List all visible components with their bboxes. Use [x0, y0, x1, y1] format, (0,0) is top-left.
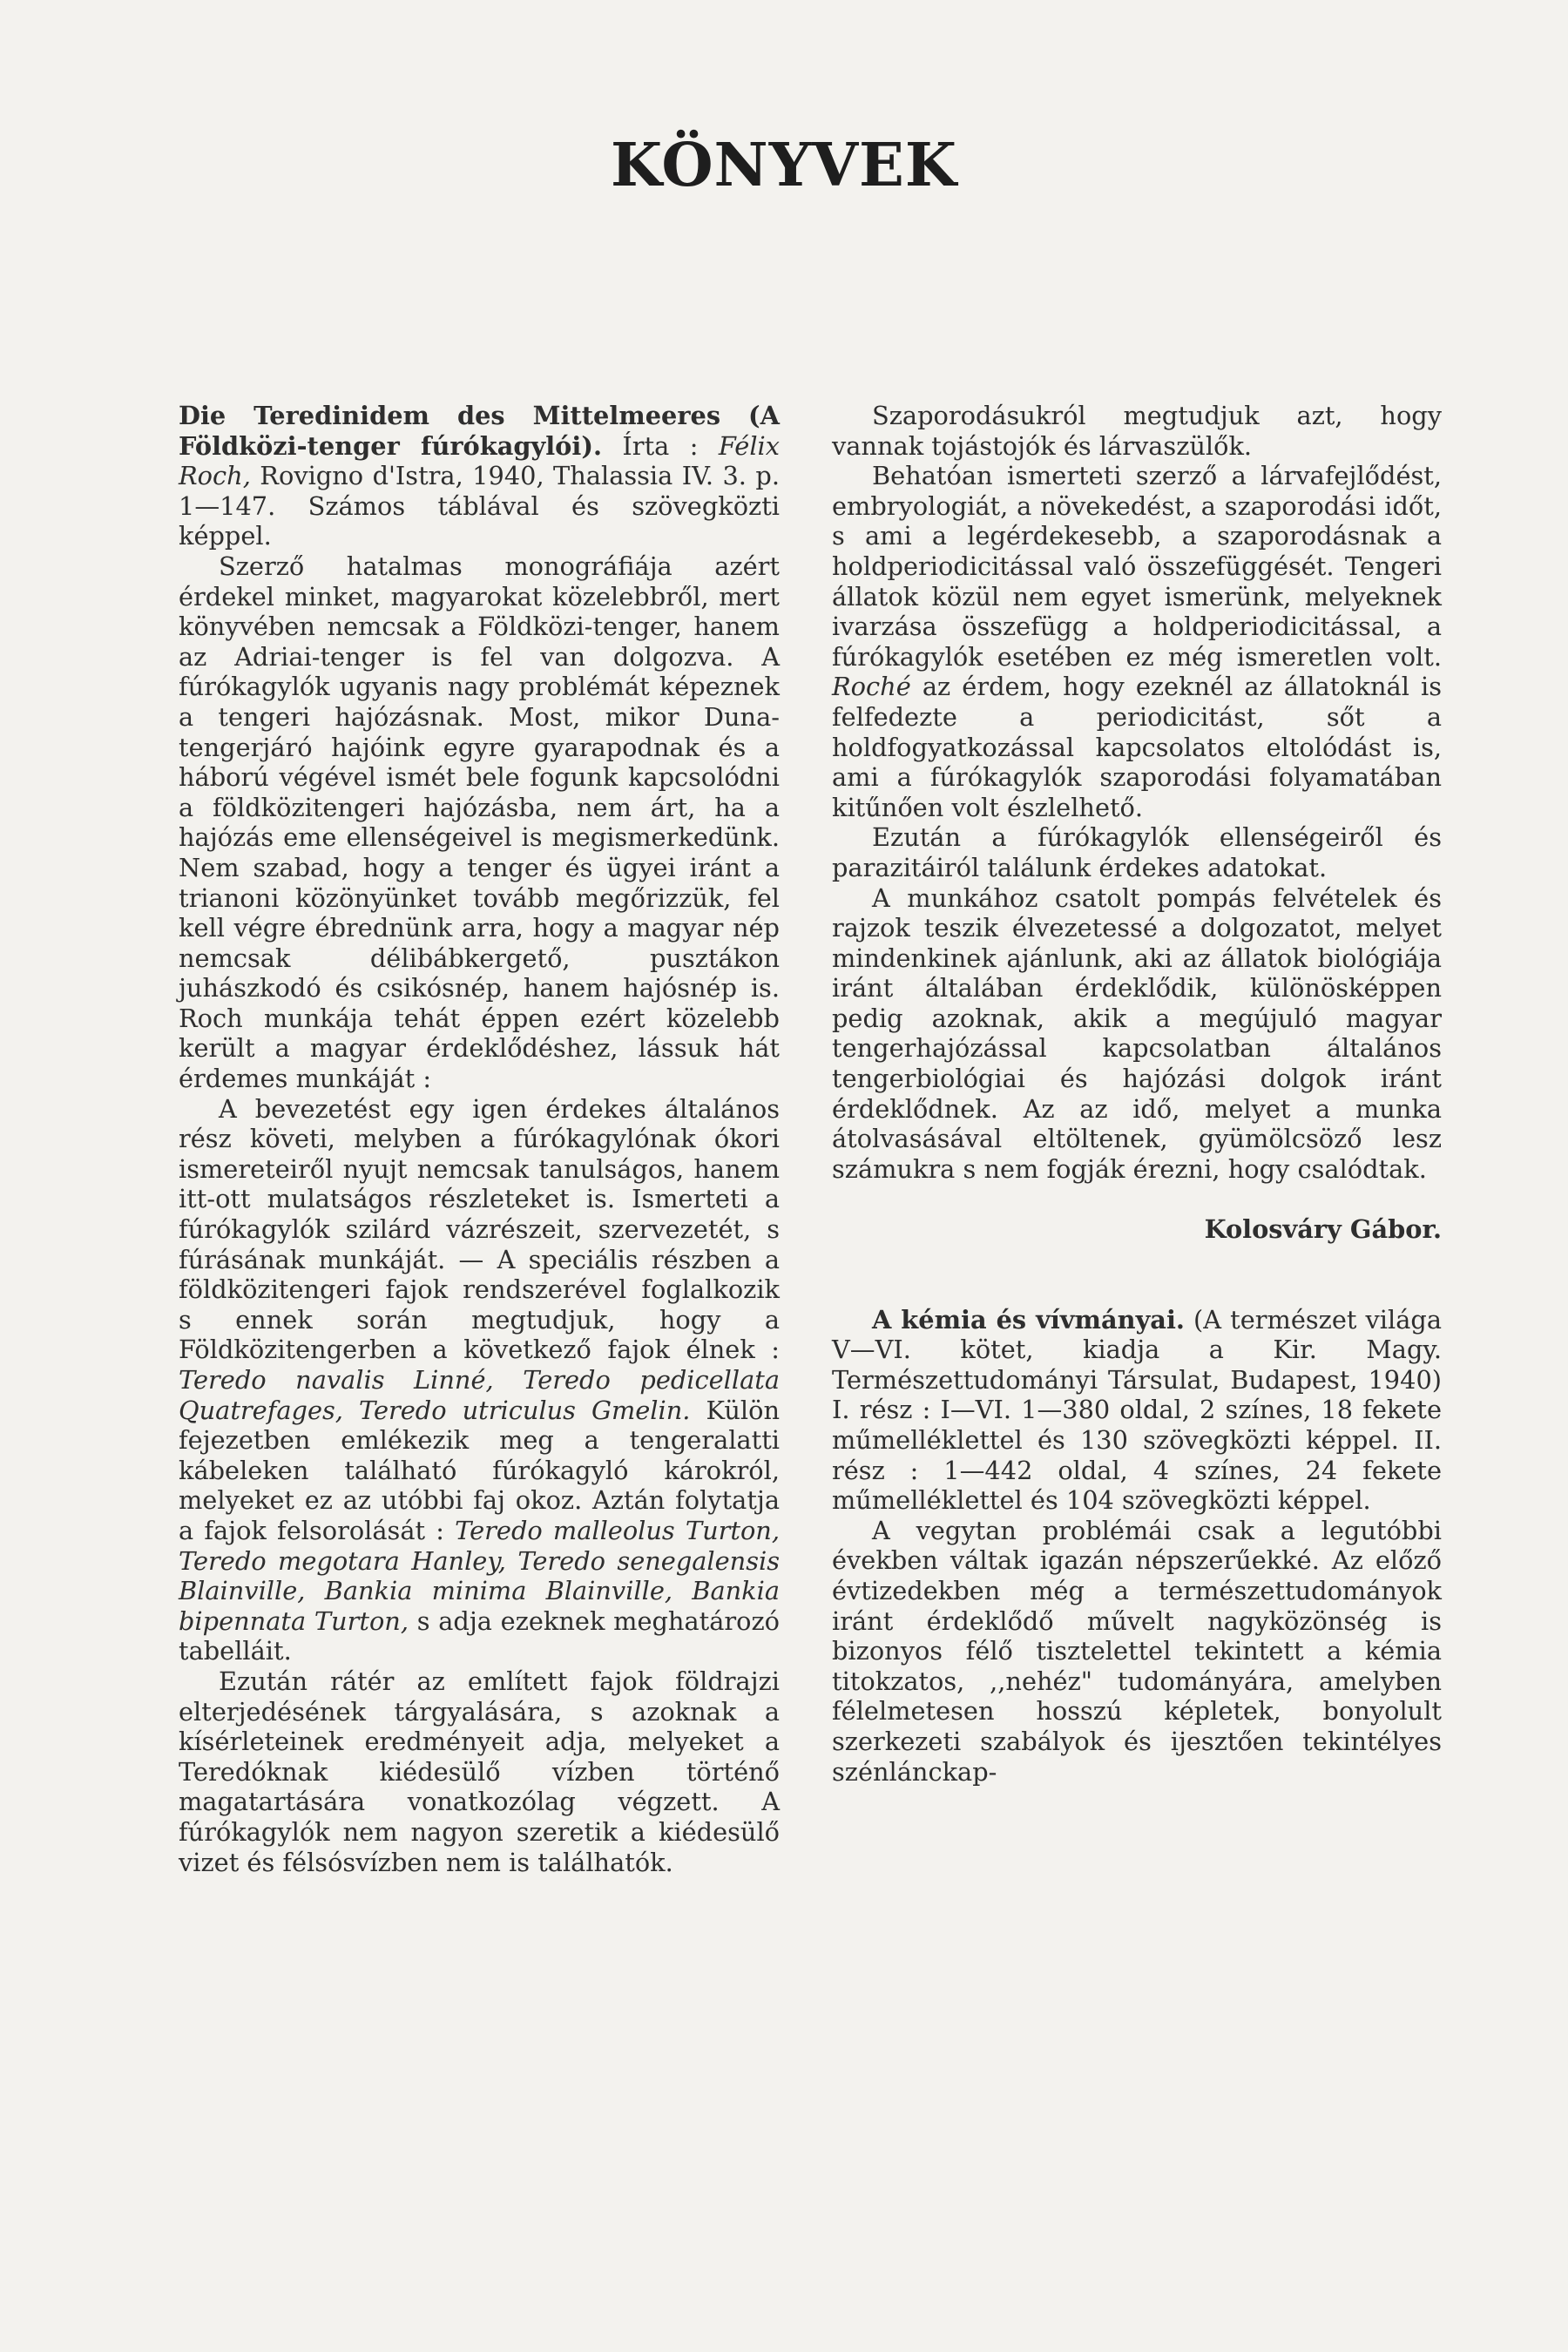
species-list-2: Teredo malleolus Turton, Teredo megotara Hanley, Teredo senegalensis Blainville, Bankia minima Blainville, Bankia bipennata Turton, — [179, 1515, 780, 1636]
review-book-title: Die Teredinidem des Mittelmeeres (A Földközi-tenger fúrókagylói). — [179, 401, 780, 461]
review-paragraph-2a: A bevezetést egy igen érdekes általános rész követi, melyben a fúrókagylónak ókori ismereteiről nyujt nemcsak tanulságos, hanem itt-ott mulatságos részleteket is. Ismerteti a fúrókagylók szilárd vázrészeit, szervezetét, s fúrásának munkáját. — A speciális részben a földközitengeri fajok rendszerével foglalkozik s ennek során megtudjuk, hogy a Földközitengerben a következő fajok élnek : — [179, 1093, 780, 1365]
second-review — [832, 1305, 1442, 1788]
right-column — [832, 401, 1442, 1817]
second-review-paragraph-1: A vegytan problémái csak a legutóbbi években váltak igazán népszerűekké. Az előző évtizedekben még a természettudományok iránt érdeklődő művelt nagyközönség is bizonyos félő tisztelettel tekintett a kémia titokzatos, ,,nehéz" tudományára, amelyben félelmetesen hosszú képletek, bonyolult szerkezeti szabályok és ijesztően tekintélyes szénlánckap- — [832, 1515, 1442, 1787]
second-review-title: A kémia és vívmányai. — [872, 1304, 1185, 1335]
review-book-author: Félix Roch, — [179, 430, 780, 491]
review-citation — [179, 401, 780, 1877]
review-paragraph-1: Szerző hatalmas monográfiája azért érdekel minket, magyarokat közelebbről, mert könyvében nemcsak a Földközi-tenger, hanem az Adriai-tenger is fel van dolgozva. A fúrókagylók ugyanis nagy problémát képeznek a tengeri hajózásnak. Most, mikor Duna-tengerjáró hajóink egyre gyarapodnak és a háború végével ismét bele fogunk kapcsolódni a földközitengeri hajózásba, nem árt, ha a hajózás eme ellenségeivel is megismerkedünk. Nem szabad, hogy a tenger és ügyei iránt a trianoni közönyünket tovább megőrizzük, fel kell végre ébrednünk arra, hogy a magyar nép nemcsak délibábkergető, pusztákon juhászkodó és csikósnép, hanem hajósnép is. Roch munkája tehát éppen ezért közelebb került a magyar érdeklődéshez, lássuk hát érdemes munkáját : — [179, 551, 780, 1094]
page-heading: KÖNYVEK — [611, 131, 957, 200]
reviewer-signature: Kolosváry Gábor. — [1204, 1214, 1442, 1245]
review-paragraph-4: Szaporodásukról megtudjuk azt, hogy vannak tojástojók és lárvaszülők. — [832, 401, 1442, 461]
review-author-mention: Roché — [832, 672, 911, 702]
review-paragraph-7: A munkához csatolt pompás felvételek és rajzok teszik élvezetessé a dolgozatot, melyet mindenkinek ajánlunk, aki az állatok biológiája iránt általában érdeklődik, különösképpen pedig azoknak, akik a megújuló magyar tengerhajózással kapcsolatban általános tengerbiológiai és hajózási dolgok iránt érdeklődnek. Az az idő, melyet a munka átolvasásával eltöltenek, gyümölcsöző lesz számukra s nem fogják érezni, hogy csalódtak. — [832, 882, 1442, 1184]
review-paragraph-2c: s adja ezeknek meghatározó tabelláit. — [179, 1605, 780, 1666]
review-paragraph-6: Ezután a fúrókagylók ellenségeiről és parazitáiról találunk érdekes adatokat. — [832, 822, 1442, 882]
review-continued — [832, 401, 1442, 1184]
left-column — [179, 401, 780, 1908]
review-meta-prefix: Írta : — [601, 430, 719, 461]
review-paragraph-5a: Behatóan ismerteti szerző a lárvafejlődést, embryologiát, a növekedést, a szaporodási időt, s ami a legérdekesebb, a szaporodásnak a holdperiodicitással való összefüggését. Tengeri állatok közül nem egyet ismerünk, melyeknek ivarzása összefügg a holdperiodicitással, a fúrókagylók esetében ez még ismeretlen volt. — [832, 461, 1442, 672]
species-list-1: Teredo navalis Linné, Teredo pedicellata Quatrefages, Teredo utriculus Gmelin. — [179, 1365, 780, 1425]
review-paragraph-2b: Külön fejezetben emlékezik meg a tengeralatti kábeleken található fúrókagyló károkról, melyeket ez az utóbbi faj okoz. Aztán folytatja a fajok felsorolását : — [179, 1395, 780, 1545]
review-meta-suffix: Rovigno d'Istra, 1940, Thalassia IV. 3. p. 1—147. Számos táblával és szövegközti képpel. — [179, 461, 780, 551]
review-paragraph-5b: az érdem, hogy ezeknél az állatoknál is felfedezte a periodicitást, sőt a holdfogyatkozással kapcsolatos eltolódást is, ami a fúrókagylók szaporodási folyamatában kitűnően volt észlelhető. — [832, 672, 1443, 822]
review-paragraph-3: Ezután rátér az említett fajok földrajzi elterjedésének tárgyalására, s azoknak a kísérleteinek eredményeit adja, melyeket a Teredóknak kiédesülő vízben történő magatartására vonatkozólag végzett. A fúrókagylók nem nagyon szeretik a kiédesülő vizet és félsósvízben nem is találhatók. — [179, 1666, 780, 1877]
second-review-meta: (A természet világa V—VI. kötet, kiadja a Kir. Magy. Természettudományi Társulat, Budapest, 1940) I. rész : I—VI. 1—380 oldal, 2 színes, 18 fekete műmelléklettel és 130 szövegközti képpel. II. rész : 1—442 oldal, 4 színes, 24 fekete műmelléklettel és 104 szövegközti képpel. — [832, 1304, 1442, 1516]
